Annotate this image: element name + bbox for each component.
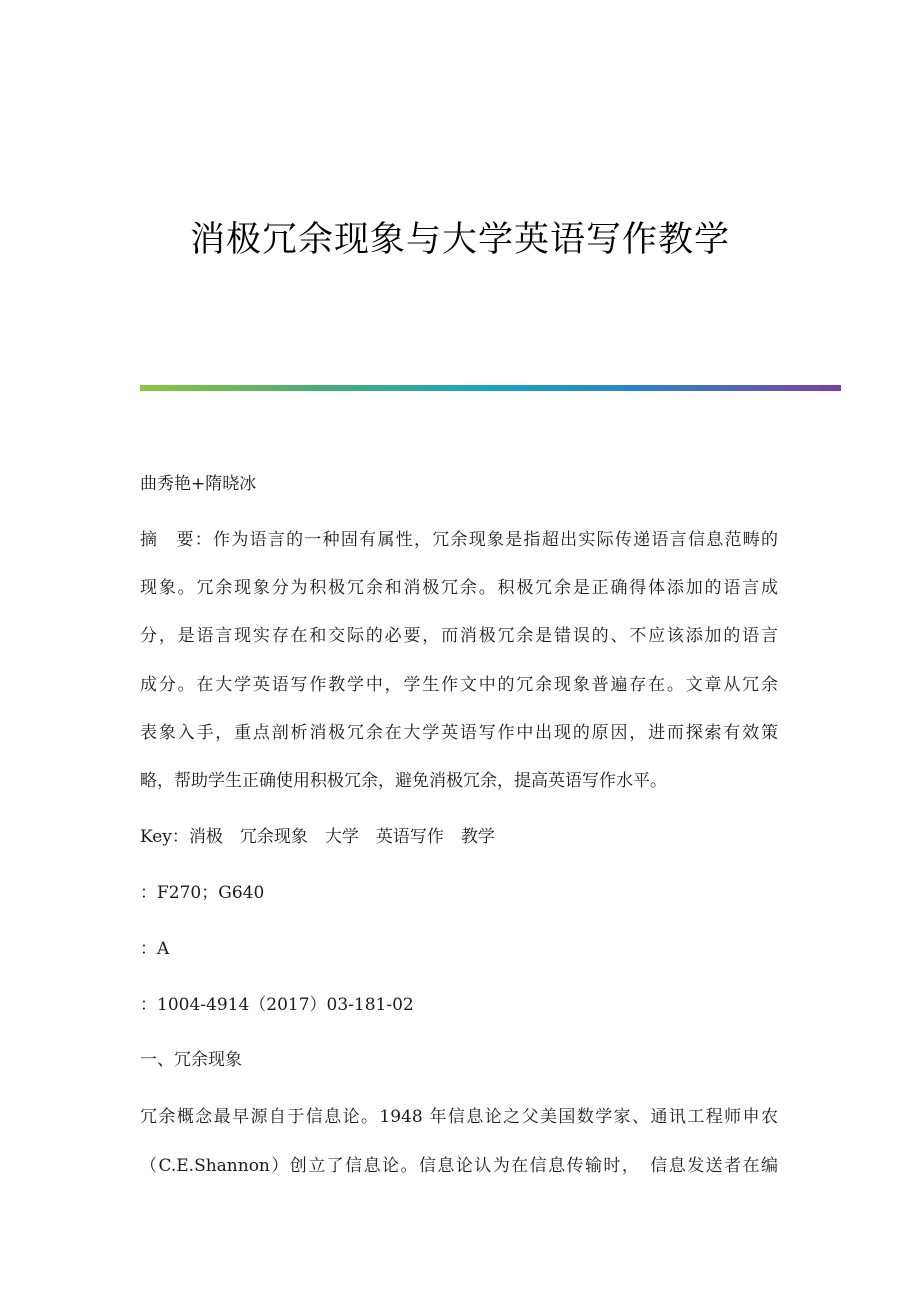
abstract-line-4: 成分。在大学英语写作教学中，学生作文中的冗余现象普遍存在。文章从冗余 xyxy=(140,675,778,695)
abstract-line-2: 现象。冗余现象分为积极冗余和消极冗余。积极冗余是正确得体添加的语言成 xyxy=(140,578,778,598)
page-title: 消极冗余现象与大学英语写作教学 xyxy=(189,220,730,260)
abstract-line-3: 分，是语言现实存在和交际的必要，而消极冗余是错误的、不应该添加的语言 xyxy=(140,626,778,646)
body-line-2: （C.E.Shannon）创立了信息论。信息论认为在信息传输时， 信息发送者在编 xyxy=(140,1156,778,1176)
authors: 曲秀艳+隋晓冰 xyxy=(140,474,257,494)
abstract-line-5: 表象入手，重点剖析消极冗余在大学英语写作中出现的原因，进而探索有效策 xyxy=(140,723,778,743)
keywords: Key：消极 冗余现象 大学 英语写作 教学 xyxy=(140,827,495,847)
article-id: ：1004-4914（2017）03-181-02 xyxy=(140,995,414,1015)
abstract-line-6: 略，帮助学生正确使用积极冗余，避免消极冗余，提高英语写作水平。 xyxy=(140,771,667,791)
document-code: ：A xyxy=(140,939,170,959)
body-line-1: 冗余概念最早源自于信息论。1948 年信息论之父美国数学家、通讯工程师申农 xyxy=(140,1107,778,1127)
section-heading: 一、冗余现象 xyxy=(140,1050,242,1070)
classification-number: ：F270；G640 xyxy=(140,883,265,903)
title-divider xyxy=(140,385,841,391)
abstract-line-1: 摘 要：作为语言的一种固有属性，冗余现象是指超出实际传递语言信息范畴的 xyxy=(140,530,778,550)
